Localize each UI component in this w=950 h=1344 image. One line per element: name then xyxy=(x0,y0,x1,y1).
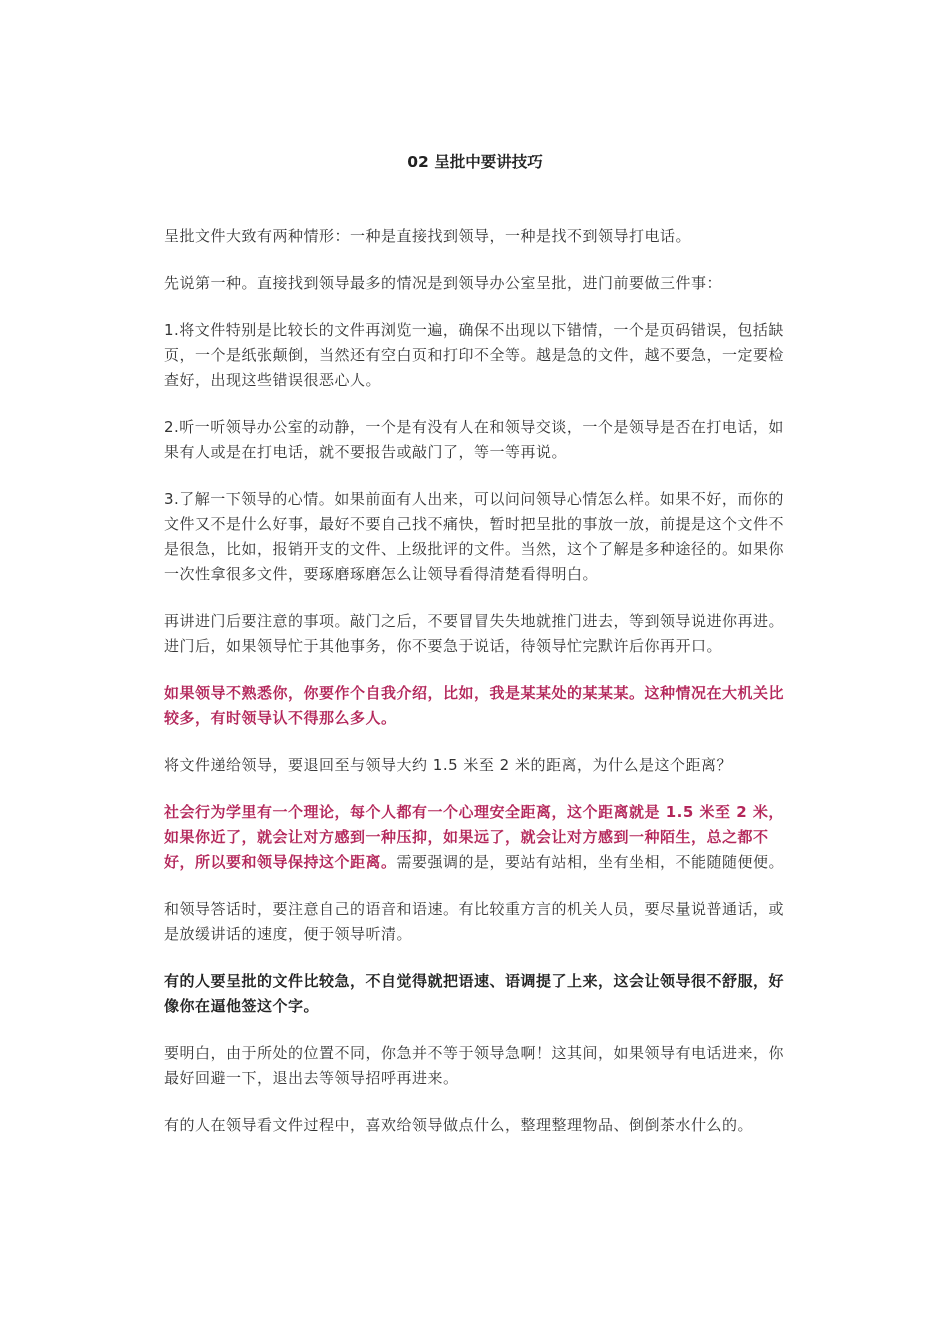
plain-text: 需要强调的是，要站有站相，坐有坐相，不能随随便便。 xyxy=(396,853,785,871)
paragraph: 呈批文件大致有两种情形：一种是直接找到领导，一种是找不到领导打电话。 xyxy=(164,227,692,245)
highlighted-text: 社会行为学里有一个理论，每个人都有一个心理安全距离，这个距离就是 1.5 米至 2 米，如果你近了，就会让对方感到一种压抑，如果远了，就会让对方感到一种陌生，总之都不好，所以要和领导保持这个距离。 xyxy=(164,803,784,871)
bold-text: 有的人要呈批的文件比较急，不自觉得就把语速、语调提了上来，这会让领导很不舒服，好像你在逼他签这个字。 xyxy=(164,972,785,1015)
paragraph: 要明白，由于所处的位置不同，你急并不等于领导急啊！这其间，如果领导有电话进来，你最好回避一下，退出去等领导招呼再进来。 xyxy=(164,1044,785,1087)
paragraph: 和领导答话时，要注意自己的语音和语速。有比较重方言的机关人员，要尽量说普通话，或是放缓讲话的速度，便于领导听清。 xyxy=(164,900,785,943)
highlighted-text: 如果领导不熟悉你，你要作个自我介绍，比如，我是某某处的某某某。这种情况在大机关比较多，有时领导认不得那么多人。 xyxy=(164,684,785,727)
bold-paragraph xyxy=(164,969,792,1019)
mixed-paragraph xyxy=(164,800,792,875)
paragraph: 将文件递给领导，要退回至与领导大约 1.5 米至 2 米的距离，为什么是这个距离？ xyxy=(164,756,732,774)
paragraph: 先说第一种。直接找到领导最多的情况是到领导办公室呈批，进门前要做三件事： xyxy=(164,274,723,292)
paragraph: 3.了解一下领导的心情。如果前面有人出来，可以问问领导心情怎么样。如果不好，而你的文件又不是什么好事，最好不要自己找不痛快，暂时把呈批的事放一放，前提是这个文件不是很急，比如，报销开支的文件、上级批评的文件。当然，这个了解是多种途径的。如果你一次性拿很多文件，要琢磨琢磨怎么让领导看得清楚看得明白。 xyxy=(164,490,785,583)
paragraph: 2.听一听领导办公室的动静，一个是有没有人在和领导交谈，一个是领导是否在打电话，如果有人或是在打电话，就不要报告或敲门了，等一等再说。 xyxy=(164,418,784,461)
highlighted-paragraph xyxy=(164,681,792,731)
document-body xyxy=(164,224,792,1160)
paragraph: 有的人在领导看文件过程中，喜欢给领导做点什么，整理整理物品、倒倒茶水什么的。 xyxy=(164,1116,754,1134)
document-title: 02 呈批中要讲技巧 xyxy=(407,153,543,171)
paragraph: 1.将文件特别是比较长的文件再浏览一遍，确保不出现以下错情，一个是页码错误，包括缺页，一个是纸张颠倒，当然还有空白页和打印不全等。越是急的文件，越不要急，一定要检查好，出现这些错误很恶心人。 xyxy=(164,321,785,389)
paragraph: 再讲进门后要注意的事项。敲门之后，不要冒冒失失地就推门进去，等到领导说进你再进。进门后，如果领导忙于其他事务，你不要急于说话，待领导忙完默许后你再开口。 xyxy=(164,612,785,655)
